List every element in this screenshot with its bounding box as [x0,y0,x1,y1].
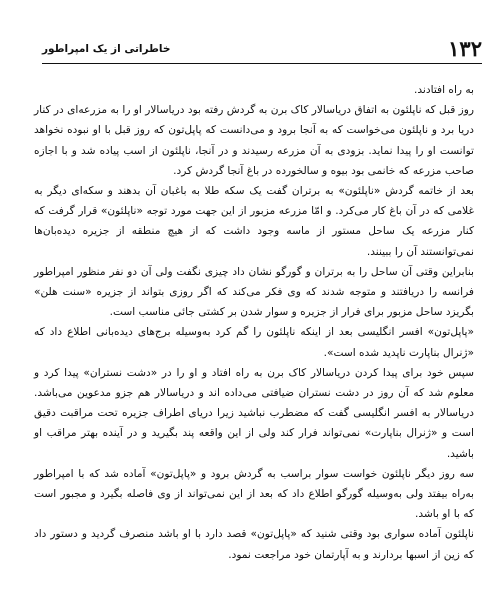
header-rule [42,63,482,64]
paragraph: بعد از خاتمه گردش «ناپلئون» به برتران گفت یک سکه طلا به باغبان آن بدهند و سکه‌ای دیگر به غلامی که در آن باغ کار می‌کرد. و امّا مزرعه مزبور از این جهت مورد توجه «ناپلئون» قرار گرفت که کنار مزرعه یک ساحل مستور از ماسه وجود داشت که از هیچ منطقه از جزیره دیده‌بان‌ها نمی‌توانستند آن را ببینند. [34,185,474,258]
body-text [34,80,474,565]
page-number: ۱۳۲ [448,36,482,61]
running-title: خاطراتی از یک امپراطور [42,43,171,55]
paragraph: سپس خود برای پیدا کردن دریاسالار کاک برن به راه افتاد و او را در «دشت نستران» پیدا کرد و معلوم شد که آن روز در دشت نستران ضیافتی می‌داده اند و دریاسالار هم جزو مدعوین می‌باشد. دریاسالار به افسر انگلیسی گفت که مضطرب نباشید زیرا دریای اطراف جزیره تحت مراقبت دقیق است و «ژنرال بناپارت» نمی‌تواند فرار کند ولی از این واقعه پند بگیرید و در آینده بهتر مراقب او باشید. [34,366,474,460]
paragraph: ناپلئون آماده سواری بود وقتی شنید که «پاپل‌تون» قصد دارد با او باشد منصرف گردید و دستور داد که زین از اسبها بردارند و به آپارتمان خود مراجعت نمود. [34,528,474,561]
paragraph: سه روز دیگر ناپلئون خواست سوار براسب به گردش برود و «پاپل‌تون» آماده شد که با امپراطور به‌راه بیفتد ولی به‌وسیله گورگو اطلاع داد که بعد از این نمی‌تواند از وی فاصله بگیرد و مجبور است که با او باشد. [34,467,474,521]
paragraph: به راه افتادند. [414,84,474,96]
page-header [42,36,482,76]
paragraph: روز قبل که ناپلئون به اتفاق دریاسالار کاک برن به گردش رفته بود دریاسالار او را به مزرعه‌ای در کنار دریا برد و ناپلئون می‌خواست که به آنجا برود و می‌دانست که پاپل‌تون که روز قبل با او نبوده نخواهد توانست او را پیدا نماید. بزودی به آن مزرعه رسیدند و در آنجا، ناپلئون از اسب پیاده شد و با اجازه صاحب مزرعه که خانمی بود بیوه و سالخورده در باغ آنجا گردش کرد. [33,104,474,177]
paragraph: «پاپل‌تون» افسر انگلیسی بعد از اینکه ناپلئون را گم کرد به‌وسیله برج‌های دیده‌بانی اطلاع داد که «ژنرال بناپارت ناپدید شده است». [34,326,474,359]
paragraph: بنابراین وقتی آن ساحل را به برتران و گورگو نشان داد چیزی نگفت ولی آن دو نفر منظور امپراطور فرانسه را دریافتند و متوجه شدند که وی فکر می‌کند که اگر روزی بتواند از جزیره «سنت هلن» بگریزد ساحل مزبور برای فرار از جزیره و سوار شدن بر کشتی جائی مناسب است. [34,265,474,319]
